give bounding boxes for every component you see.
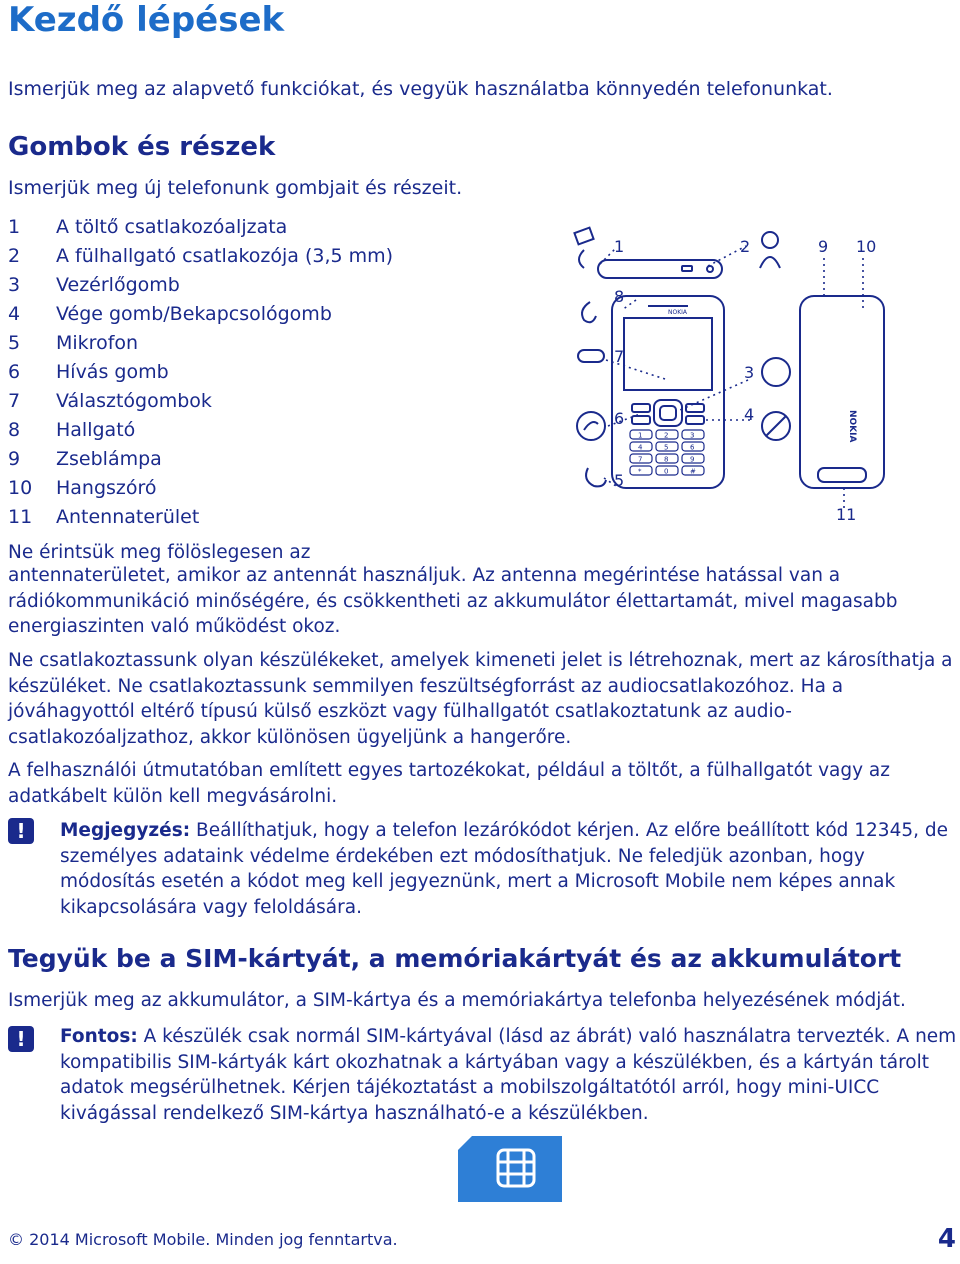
part-number: 8 [8,418,21,441]
callout-8: 8 [614,287,625,306]
footer-copyright: © 2014 Microsoft Mobile. Minden jog fenntartva. [8,1230,398,1249]
part-label: Vége gomb/Bekapcsológomb [56,302,332,325]
paragraph-connect: Ne csatlakoztassunk olyan készülékeket, amelyek kimeneti jelet is létrehoznak, mert az károsíthatja a készüléket. Ne csatlakoztassunk semmilyen feszültségforrást az audiocsatlakozóhoz. Ha a jóváhagyottól eltérő típusú külső eszközt vagy fülhallgatót csatlakoztatunk az audio-csatlakozóaljzathoz, akkor különösen ügyeljünk a hangerőre. [8,650,953,748]
keypad-key-label: 6 [690,443,695,452]
keypad-key-label: * [638,467,642,476]
charger-icon [574,228,593,245]
part-number: 6 [8,360,21,383]
part-label: A töltő csatlakozóaljzata [56,215,288,238]
keypad-key-label: 8 [664,455,669,464]
part-number: 9 [8,447,21,470]
list-item [8,357,393,386]
list-item [8,241,393,270]
paragraph-antenna-line1: Ne érintsük meg fölöslegesen az [8,542,311,563]
section-heading-sim: Tegyük be a SIM-kártyát, a memóriakártyát és az akkumulátort [8,944,902,973]
section-heading-buttons: Gombok és részek [8,132,276,162]
call-key-icon [577,412,605,440]
part-label: Hallgató [56,418,136,441]
part-number: 7 [8,389,21,412]
keypad-key-label: 7 [638,455,643,464]
section-subtitle: Ismerjük meg új telefonunk gombjait és részeit. [8,177,463,199]
keypad-key-label: 4 [638,443,643,452]
part-number: 1 [8,215,21,238]
navi-key [654,400,682,426]
selection-key-icon [578,350,604,362]
part-label: Választógombok [56,389,212,412]
part-label: Zseblámpa [56,447,162,470]
callout-4: 4 [744,405,755,424]
paragraph-accessories: A felhasználói útmutatóban említett egyes tartozékokat, például a töltőt, a fülhallgatót vagy az adatkábelt külön kell megvásárolni. [8,760,890,807]
phone-diagram [560,220,960,530]
section-subtitle-sim: Ismerjük meg az akkumulátor, a SIM-kártya és a memóriakártya telefonba helyezésének módját. [8,990,906,1011]
important-label: Fontos: [60,1026,138,1047]
note-text: Beállíthatjuk, hogy a telefon lezárókódot kérjen. Az előre beállított kód 12345, de személyes adataink védelme érdekében ezt módosíthatjuk. Ne feledjük azonban, hogy módosítás esetén a kódot meg kell jegyeznünk, mert a Microsoft Mobile nem képes annak kikapcsolására vagy feloldására. [60,820,949,918]
part-label: A fülhallgató csatlakozója (3,5 mm) [56,244,394,267]
callout-2: 2 [740,237,751,256]
callout-10: 10 [856,237,877,256]
list-item [8,328,393,357]
keypad-key-label: 1 [638,431,643,440]
keypad [630,430,704,476]
part-label: Vezérlőgomb [56,273,180,296]
headset-person-icon [762,232,778,248]
phone-top-view [598,260,722,278]
page-number: 4 [937,1224,956,1254]
part-number: 11 [8,505,33,528]
list-item [8,415,393,444]
brand-logo-back: NOKIA [847,410,857,443]
list-item [8,444,393,473]
callout-5: 5 [614,471,625,490]
keypad-key-label: 0 [664,467,669,476]
brand-logo-front: NOKIA [668,309,688,316]
note-paragraph [60,818,958,920]
part-number: 10 [8,476,33,499]
part-label: Mikrofon [56,331,139,354]
phone-back [800,296,884,488]
important-paragraph [60,1024,958,1126]
keypad-key-label: 9 [690,455,695,464]
part-number: 3 [8,273,21,296]
list-item [8,473,393,502]
important-text: A készülék csak normál SIM-kártyával (lásd az ábrát) való használatra tervezték. A nem kompatibilis SIM-kártyák kárt okozhatnak a kártyában vagy a készülékben, és a kártyán tárolt adatok megsérülhetnek. Kérjen tájékoztatást a mobilszolgáltatótól arról, hogy mini-UICC kivágással rendelkező SIM-kártya használható-e a készülékben. [60,1026,957,1124]
part-number: 2 [8,244,21,267]
part-number: 4 [8,302,21,325]
list-item [8,299,393,328]
part-number: 5 [8,331,21,354]
intro-text: Ismerjük meg az alapvető funkciókat, és vegyük használatba könnyedén telefonunkat. [8,78,833,100]
keypad-key-label: # [690,467,696,476]
list-item [8,270,393,299]
earpiece-icon [582,302,596,322]
keypad-key-label: 2 [664,431,669,440]
callout-7: 7 [614,347,625,366]
list-item [8,502,393,531]
part-label: Antennaterület [56,505,200,528]
list-item [8,212,393,241]
page-title: Kezdő lépések [8,0,285,40]
note-label: Megjegyzés: [60,820,191,841]
phone-screen [624,318,712,390]
list-item [8,386,393,415]
callout-9: 9 [818,237,829,256]
callout-6: 6 [614,409,625,428]
paragraph-antenna: antennaterületet, amikor az antennát használjuk. Az antenna megérintése hatással van a rádiókommunikáció minőségére, és csökkentheti az akkumulátor élettartamát, mivel magasabb energiaszinten való működést okoz. [8,565,898,637]
callout-11: 11 [836,505,857,524]
part-label: Hívás gomb [56,360,169,383]
navi-key-icon [762,358,790,386]
leader-line-3 [680,380,748,410]
plug-icon [579,250,584,268]
warning-icon: ! [8,1026,34,1052]
keypad-key-label: 3 [690,431,695,440]
warning-icon: ! [8,818,34,844]
sim-card-icon [458,1136,562,1202]
microphone-icon [586,468,606,486]
part-label: Hangszóró [56,476,157,499]
callout-3: 3 [744,363,755,382]
keypad-key-label: 5 [664,443,669,452]
callout-1: 1 [614,237,625,256]
parts-list [8,212,393,531]
